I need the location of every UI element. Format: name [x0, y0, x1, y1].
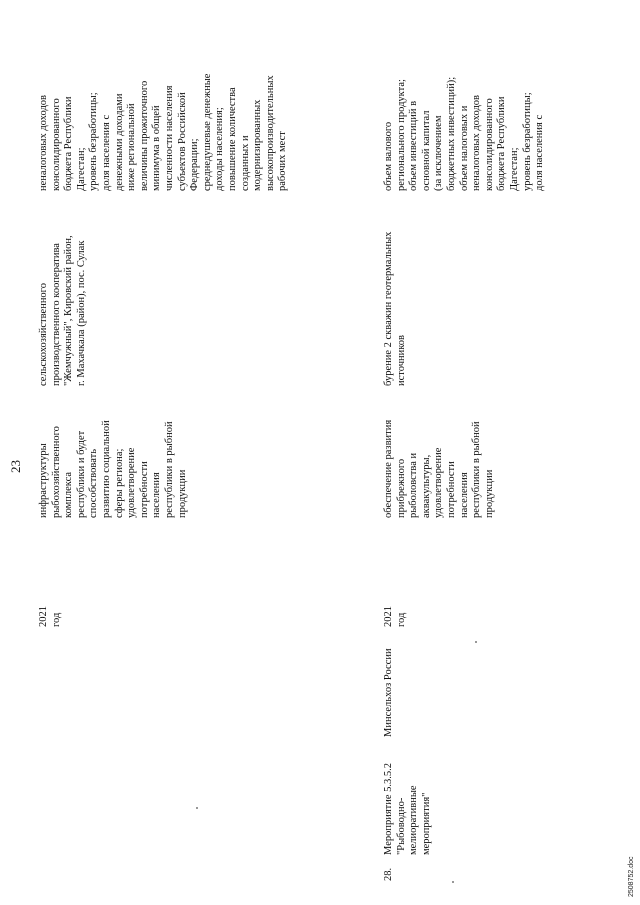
result-line: удовлетворение [433, 447, 445, 518]
indicator-line: рабочих мест [277, 131, 289, 191]
indicator-line: регионального продукта; [395, 79, 407, 191]
indicator-line: консолидированного [483, 98, 495, 191]
indicator-line: повышение количества [227, 87, 238, 191]
result-line: способствовать [88, 448, 100, 518]
indicator-line: минимума в общей [151, 105, 163, 191]
year-line: год [50, 612, 62, 627]
indicator-line: объем инвестиций в [408, 100, 420, 191]
result-line: потребности [138, 461, 150, 518]
indicator-line: модернизированных [252, 99, 264, 191]
indicator-line: бюджета Республики [496, 96, 508, 191]
result-line: продукции [176, 469, 188, 518]
measure-name-line: "Рыбоводно- [395, 797, 407, 855]
object-line: г. Махачкала (район), пос. Сулак [75, 240, 87, 386]
indicator-line: субъектов Российской [176, 92, 188, 191]
result-line: рыболовства и [408, 452, 420, 518]
result-line: населения [458, 472, 470, 518]
measure-name-line: мероприятия" [420, 792, 432, 855]
indicator-line: величины прожиточного [138, 80, 150, 191]
indicator-line: Дагестан; [509, 147, 520, 191]
indicator-line: численности населения [164, 85, 175, 191]
measure-name-line: мелиоративные [408, 785, 420, 855]
result-line: республики в рыбной [164, 421, 175, 518]
result-line: комплекса [63, 471, 75, 518]
page-number: 23 [8, 460, 23, 473]
scan-speck [452, 881, 454, 883]
object-line: сельскохозяйственного [38, 283, 49, 386]
indicator-line: уровень безработицы; [88, 92, 100, 191]
indicator-line: ниже региональной [126, 103, 138, 191]
indicator-line: бюджета Республики [63, 96, 75, 191]
result-line: населения [151, 472, 163, 518]
indicator-line: (за исключением [433, 115, 445, 191]
indicator-line: объем валового [383, 121, 394, 191]
indicator-line: доля населения с [101, 114, 112, 191]
result-line: удовлетворение [126, 447, 138, 518]
result-line: прибрежного [395, 458, 407, 518]
indicator-line: основной капитал [420, 110, 432, 191]
result-line: продукции [483, 469, 495, 518]
object-line: источников [395, 334, 407, 386]
indicator-line: доля населения с [534, 114, 546, 191]
measure-name-line: Мероприятие 5.3.5.2 [383, 762, 394, 855]
result-line: аквакультуры, [420, 454, 432, 518]
year-line: год [395, 612, 407, 627]
indicator-line: доходы населения; [214, 107, 226, 191]
result-line: развитию социальной [101, 420, 112, 518]
indicator-line: созданных и [239, 135, 251, 191]
indicator-line: денежными доходами [113, 93, 125, 191]
indicator-line: уровень безработицы; [521, 92, 533, 191]
result-line: обеспечение развития [383, 419, 394, 518]
indicator-line: консолидированного [50, 98, 62, 191]
result-line: республики в рыбной [471, 421, 483, 518]
indicator-line: неналоговых доходов [38, 94, 49, 191]
object-line: бурение 2 скважин геотермальных [383, 231, 394, 386]
object-line: "Жемчужный", Кировский район, [63, 235, 75, 386]
indicator-line: высокопроизводительных [264, 75, 276, 191]
result-line: инфраструктуры [38, 443, 49, 518]
indicator-line: среднедушевые денежные [201, 73, 213, 191]
executor-line: Минсельхоз России [383, 648, 394, 737]
indicator-line: объем налоговых и [458, 105, 470, 191]
year-line: 2021 [383, 606, 394, 627]
result-line: сферы региона; [113, 448, 125, 518]
indicator-line: Дагестан; [75, 147, 87, 191]
document-footer: 2508752.doc [628, 856, 635, 897]
indicator-line: бюджетных инвестиций); [446, 76, 457, 191]
result-line: потребности [446, 461, 457, 518]
scan-speck [196, 807, 198, 809]
indicator-line: Федерации; [189, 138, 201, 191]
result-line: рыбохозяйственного [50, 426, 62, 518]
year-line: 2021 [38, 606, 49, 627]
row-number: 28. [383, 867, 394, 881]
result-line: республики и будет [75, 430, 87, 518]
object-line: производственного кооператива [50, 243, 62, 386]
scan-speck [475, 641, 477, 643]
indicator-line: неналоговых доходов [471, 94, 483, 191]
